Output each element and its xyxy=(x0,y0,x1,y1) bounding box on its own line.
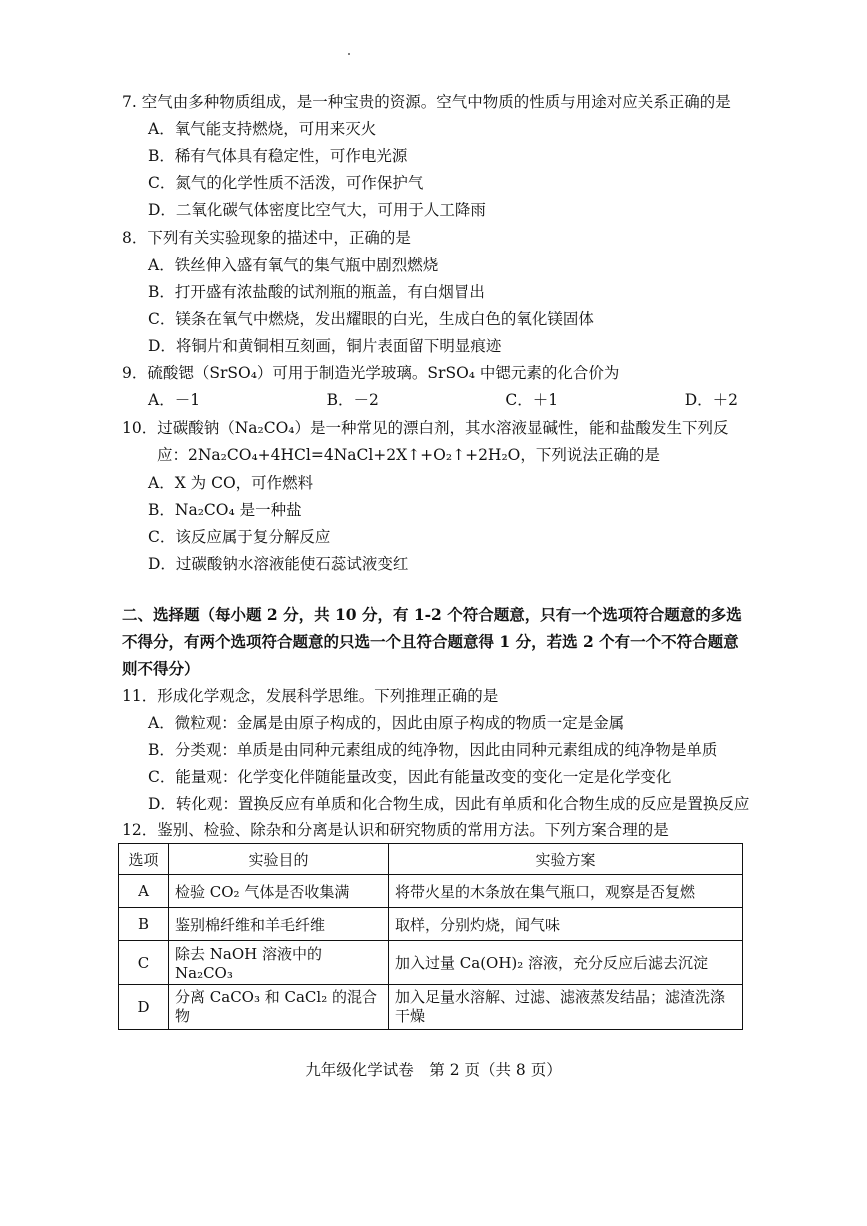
table-row xyxy=(119,985,743,1030)
question-10-option-d: D．过碳酸钠水溶液能使石蕊试液变红 xyxy=(148,555,409,573)
question-8-option-b: B．打开盛有浓盐酸的试剂瓶的瓶盖，有白烟冒出 xyxy=(148,283,485,301)
row-plan: 加入足量水溶解、过滤、滤液蒸发结晶；滤渣洗涤干燥 xyxy=(389,985,743,1030)
question-11-option-c: C．能量观：化学变化伴随能量改变，因此有能量改变的变化一定是化学变化 xyxy=(148,768,672,786)
row-plan: 加入过量 Ca(OH)₂ 溶液，充分反应后滤去沉淀 xyxy=(389,941,743,985)
question-8-option-d: D．将铜片和黄铜相互刻画，铜片表面留下明显痕迹 xyxy=(148,337,502,355)
question-9-option-d: D．＋2 xyxy=(684,391,738,409)
question-7-option-b: B．稀有气体具有稳定性，可作电光源 xyxy=(148,147,408,165)
table-header-plan: 实验方案 xyxy=(389,844,743,875)
table-row xyxy=(119,941,743,985)
question-9-option-c: C．＋1 xyxy=(505,391,559,409)
question-8-option-a: A．铁丝伸入盛有氧气的集气瓶中剧烈燃烧 xyxy=(148,256,439,274)
row-purpose: 除去 NaOH 溶液中的 Na₂CO₃ xyxy=(169,941,389,985)
question-11-option-d: D．转化观：置换反应有单质和化合物生成，因此有单质和化合物生成的反应是置换反应 xyxy=(148,795,750,813)
experiment-table xyxy=(118,843,743,1030)
row-option-label: D xyxy=(119,985,169,1030)
row-purpose: 分离 CaCO₃ 和 CaCl₂ 的混合物 xyxy=(169,985,389,1030)
question-8-option-c: C．镁条在氧气中燃烧，发出耀眼的白光，生成白色的氧化镁固体 xyxy=(148,310,594,328)
table-row xyxy=(119,875,743,908)
question-10-stem-line2: 应：2Na₂CO₄+4HCl=4NaCl+2X↑+O₂↑+2H₂O，下列说法正确的是 xyxy=(157,446,660,464)
question-8-stem: 8．下列有关实验现象的描述中，正确的是 xyxy=(122,229,411,247)
question-10-option-c: C．该反应属于复分解反应 xyxy=(148,528,331,546)
question-7-option-d: D．二氧化碳气体密度比空气大，可用于人工降雨 xyxy=(148,201,486,219)
question-12-stem: 12．鉴别、检验、除杂和分离是认识和研究物质的常用方法。下列方案合理的是 xyxy=(122,821,669,839)
question-7-option-a: A．氧气能支持燃烧，可用来灭火 xyxy=(148,120,377,138)
table-row xyxy=(119,908,743,941)
scan-speck xyxy=(348,53,350,55)
question-11-option-b: B．分类观：单质是由同种元素组成的纯净物，因此由同种元素组成的纯净物是单质 xyxy=(148,741,718,759)
row-option-label: A xyxy=(119,875,169,908)
question-9-option-a: A．－1 xyxy=(148,391,201,409)
question-7-option-c: C．氮气的化学性质不活泼，可作保护气 xyxy=(148,174,424,192)
table-header-row xyxy=(119,844,743,875)
row-purpose: 检验 CO₂ 气体是否收集满 xyxy=(169,875,389,908)
row-option-label: B xyxy=(119,908,169,941)
question-10-stem-line1: 10．过碳酸钠（Na₂CO₄）是一种常见的漂白剂，其水溶液显碱性，能和盐酸发生下列反 xyxy=(122,419,729,437)
question-9-stem: 9．硫酸锶（SrSO₄）可用于制造光学玻璃。SrSO₄ 中锶元素的化合价为 xyxy=(122,364,620,382)
question-10-option-b: B．Na₂CO₄ 是一种盐 xyxy=(148,501,302,519)
question-10-option-a: A．X 为 CO，可作燃料 xyxy=(148,474,314,492)
question-11-stem: 11．形成化学观念，发展科学思维。下列推理正确的是 xyxy=(122,687,499,705)
question-11-option-a: A．微粒观：金属是由原子构成的，因此由原子构成的物质一定是金属 xyxy=(148,714,625,732)
row-plan: 将带火星的木条放在集气瓶口，观察是否复燃 xyxy=(389,875,743,908)
section-2-heading-line3: 则不得分） xyxy=(122,659,200,678)
row-plan: 取样，分别灼烧，闻气味 xyxy=(389,908,743,941)
row-purpose: 鉴别棉纤维和羊毛纤维 xyxy=(169,908,389,941)
page-footer: 九年级化学试卷 第 2 页（共 8 页） xyxy=(305,1061,562,1079)
question-9-option-b: B．－2 xyxy=(326,391,379,409)
row-option-label: C xyxy=(119,941,169,985)
question-7-stem: 7. 空气由多种物质组成，是一种宝贵的资源。空气中物质的性质与用途对应关系正确的是 xyxy=(122,93,731,111)
question-9-options xyxy=(148,389,738,411)
section-2-heading-line1: 二、选择题（每小题 2 分，共 10 分，有 1-2 个符合题意，只有一个选项符合题意的多选 xyxy=(122,605,742,624)
table-header-option: 选项 xyxy=(119,844,169,875)
section-2-heading-line2: 不得分，有两个选项符合题意的只选一个且符合题意得 1 分，若选 2 个有一个不符合题意 xyxy=(122,632,739,651)
table-header-purpose: 实验目的 xyxy=(169,844,389,875)
